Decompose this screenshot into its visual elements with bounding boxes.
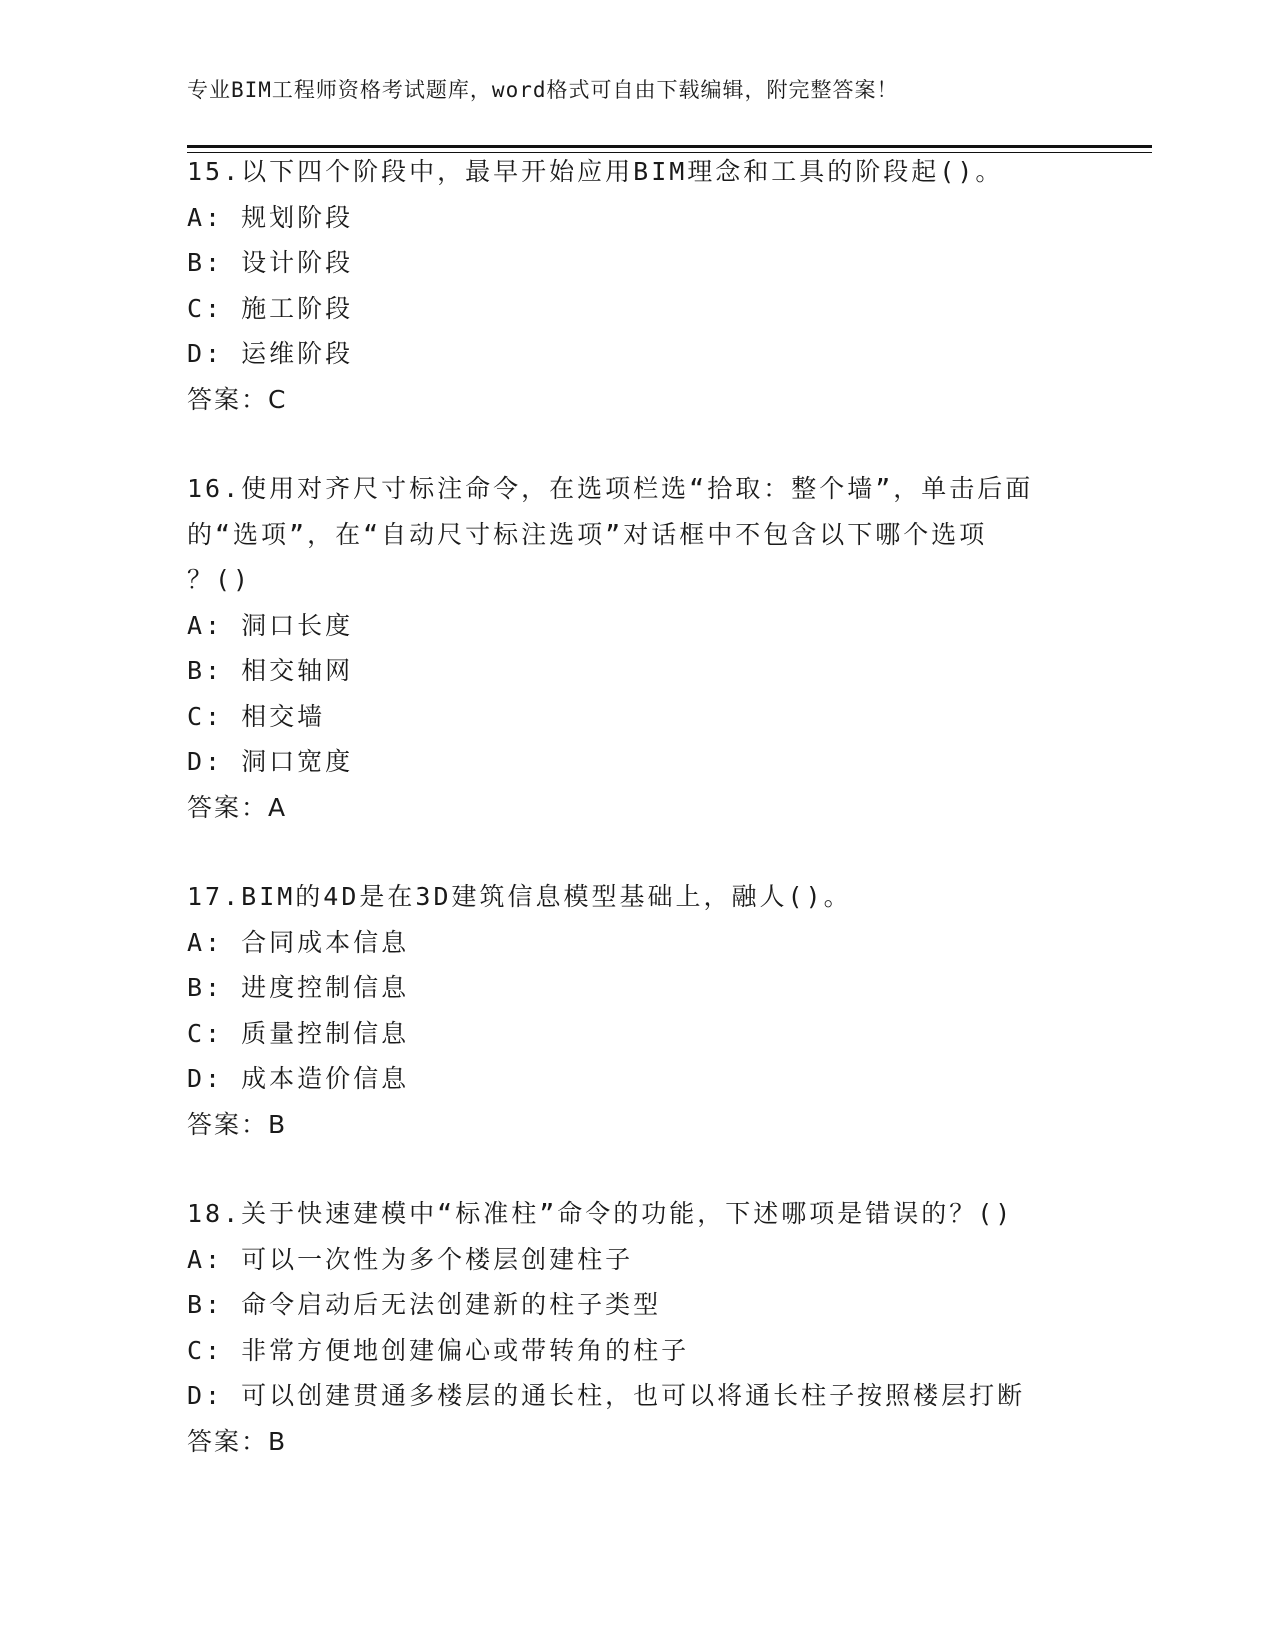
question-15 <box>187 149 1087 422</box>
question-stem: ？() <box>187 565 252 594</box>
question-stem: 17.BIM的4D是在3D建筑信息模型基础上，融人()。 <box>187 882 852 911</box>
question-16 <box>187 466 1087 830</box>
option-d: D: 可以创建贯通多楼层的通长柱，也可以将通长柱子按照楼层打断 <box>187 1381 1026 1410</box>
answer-label: 答案：B <box>187 1426 288 1456</box>
option-d: D: 洞口宽度 <box>187 747 354 776</box>
question-18 <box>187 1191 1087 1464</box>
option-c: C: 相交墙 <box>187 701 326 731</box>
answer-label: 答案：B <box>187 1109 288 1139</box>
question-stem: 18.关于快速建模中“标准柱”命令的功能，下述哪项是错误的？() <box>187 1199 1014 1228</box>
option-c: C: 非常方便地创建偏心或带转角的柱子 <box>187 1335 690 1365</box>
option-b: B: 相交轴网 <box>187 656 354 685</box>
question-stem: 16.使用对齐尺寸标注命令，在选项栏选“拾取：整个墙”，单击后面 <box>187 474 1034 503</box>
question-stem: 15.以下四个阶段中，最早开始应用BIM理念和工具的阶段起()。 <box>187 157 1004 186</box>
option-b: B: 进度控制信息 <box>187 973 410 1002</box>
option-c: C: 质量控制信息 <box>187 1018 410 1048</box>
option-c: C: 施工阶段 <box>187 293 354 323</box>
option-a: A: 规划阶段 <box>187 202 354 232</box>
option-a: A: 合同成本信息 <box>187 927 410 957</box>
question-stem: 的“选项”，在“自动尺寸标注选项”对话框中不包含以下哪个选项 <box>187 519 988 549</box>
option-a: A: 可以一次性为多个楼层创建柱子 <box>187 1244 634 1274</box>
option-b: B: 命令启动后无法创建新的柱子类型 <box>187 1290 662 1319</box>
option-d: D: 成本造价信息 <box>187 1064 410 1093</box>
page-header: 专业BIM工程师资格考试题库，word格式可自由下载编辑，附完整答案！ <box>187 78 899 102</box>
header-divider-thick <box>187 145 1152 148</box>
answer-label: 答案：A <box>187 792 288 822</box>
answer-label: 答案：C <box>187 384 288 414</box>
option-b: B: 设计阶段 <box>187 248 354 277</box>
option-a: A: 洞口长度 <box>187 610 354 640</box>
question-17 <box>187 874 1087 1147</box>
option-d: D: 运维阶段 <box>187 339 354 368</box>
